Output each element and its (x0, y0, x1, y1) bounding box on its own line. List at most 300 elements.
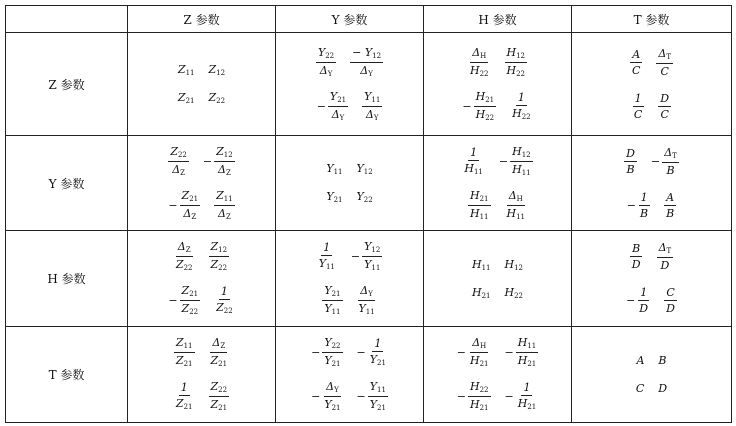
matrix-entry (168, 146, 189, 177)
matrix-row (472, 254, 523, 276)
matrix-entry: $H_{22}$ (504, 285, 524, 300)
matrix (128, 334, 275, 416)
matrix-cell (424, 231, 572, 327)
matrix-entry (322, 285, 342, 316)
denominator: $Y_{21}$ (369, 353, 386, 367)
fraction (505, 47, 528, 78)
denominator: $Z_{21}$ (175, 354, 193, 368)
fraction (505, 190, 528, 221)
matrix-row (326, 186, 372, 208)
matrix-row (326, 158, 372, 180)
numerator: $H_{12}$ (505, 47, 528, 63)
fraction (214, 190, 235, 221)
header-col-z: Z 参数 (128, 6, 276, 33)
fraction (632, 93, 644, 120)
matrix-row (316, 43, 383, 81)
numerator: $\Delta_H$ (470, 337, 488, 353)
row-label: Y 参数 (6, 136, 128, 231)
matrix-row (322, 282, 376, 320)
matrix-cell (128, 33, 276, 136)
fraction (658, 93, 671, 120)
matrix-row (174, 238, 229, 276)
matrix (572, 142, 731, 224)
fraction (657, 242, 674, 271)
matrix-entry: $Y_{21}$ (326, 190, 343, 204)
fraction (316, 47, 336, 78)
numerator: C (666, 286, 675, 299)
minus-sign: − (462, 99, 472, 113)
denominator: C (631, 63, 641, 77)
fraction (630, 243, 643, 270)
matrix-entry: $Y_{11}$ (326, 162, 343, 176)
matrix-entry (468, 190, 491, 221)
matrix-row (311, 334, 388, 372)
matrix-entry (505, 382, 539, 411)
matrix-entry (214, 286, 235, 315)
fraction (174, 382, 195, 411)
matrix (276, 158, 423, 208)
header-corner (6, 6, 128, 33)
table-row (6, 33, 732, 136)
denominator: $\Delta_Z$ (217, 206, 231, 221)
matrix-entry (505, 190, 528, 221)
matrix-entry (624, 148, 637, 175)
numerator: A (632, 47, 641, 61)
matrix-entry: $H_{21}$ (471, 285, 491, 300)
matrix-entry (174, 382, 195, 411)
table-row (6, 231, 732, 327)
numerator: $\Delta_T$ (662, 147, 679, 163)
matrix-row (630, 238, 673, 276)
matrix-row (627, 186, 676, 224)
numerator: $H_{21}$ (474, 91, 497, 107)
fraction (322, 337, 342, 368)
fraction (180, 285, 201, 316)
fraction (214, 146, 235, 177)
matrix-entry (362, 91, 382, 122)
denominator: $Z_{21}$ (210, 354, 228, 368)
fraction (368, 338, 388, 367)
matrix-row (317, 238, 383, 276)
fraction (180, 190, 201, 221)
denominator: D (631, 258, 641, 271)
matrix-entry (174, 337, 195, 368)
matrix-entry (214, 190, 235, 221)
denominator: C (633, 107, 643, 121)
fraction (510, 146, 533, 177)
denominator: B (626, 162, 635, 176)
numerator: $Z_{22}$ (209, 381, 230, 397)
denominator: $\Delta_Y$ (331, 107, 345, 122)
matrix-entry (168, 190, 200, 221)
matrix-row (174, 334, 229, 372)
fraction (656, 48, 673, 77)
fraction (468, 381, 491, 412)
denominator: $Z_{21}$ (210, 398, 228, 412)
numerator: 1 (180, 381, 188, 394)
fraction (468, 47, 491, 78)
matrix-entry (626, 287, 650, 314)
numerator: $Y_{21}$ (328, 91, 348, 107)
matrix-row (168, 142, 234, 180)
numerator: $Z_{21}$ (180, 190, 201, 206)
matrix-cell (276, 136, 424, 231)
numerator: $Z_{11}$ (174, 337, 195, 353)
matrix-row (311, 378, 388, 416)
numerator: 1 (640, 286, 648, 299)
matrix-row (178, 59, 225, 81)
minus-sign: − (456, 346, 466, 359)
matrix-entry (658, 93, 671, 120)
denominator: $Y_{21}$ (369, 398, 386, 412)
denominator: $Z_{22}$ (216, 301, 233, 315)
matrix-entry (651, 147, 679, 176)
matrix-row (630, 43, 673, 81)
denominator: C (660, 64, 669, 78)
fraction (624, 148, 637, 175)
matrix-cell (276, 327, 424, 423)
numerator: A (666, 190, 675, 204)
matrix-entry (357, 338, 388, 367)
numerator: $H_{12}$ (510, 146, 533, 162)
denominator: $H_{21}$ (469, 354, 489, 368)
matrix-entry (462, 147, 485, 176)
numerator: $Z_{12}$ (214, 146, 235, 162)
matrix-cell (128, 327, 276, 423)
numerator: $Z_{12}$ (209, 241, 230, 257)
denominator: $H_{22}$ (475, 107, 495, 122)
numerator: D (626, 146, 635, 160)
matrix-row (317, 87, 383, 125)
header-col-y: Y 参数 (276, 6, 424, 33)
matrix (128, 59, 275, 109)
matrix-entry: $Y_{22}$ (356, 190, 373, 204)
fraction (516, 337, 539, 368)
numerator: $Z_{21}$ (180, 285, 201, 301)
matrix-row (462, 87, 532, 125)
matrix-row (168, 186, 234, 224)
matrix-row (472, 282, 523, 304)
matrix-entry (357, 381, 388, 412)
matrix (128, 142, 275, 224)
matrix-entry (350, 47, 383, 78)
matrix-entry: $Y_{12}$ (356, 162, 373, 176)
matrix-cell (424, 136, 572, 231)
matrix-entry (505, 337, 539, 368)
matrix-row (462, 142, 532, 180)
matrix-entry (351, 241, 382, 272)
fraction (209, 241, 230, 272)
matrix-cell (128, 231, 276, 327)
matrix (276, 334, 423, 416)
denominator: $Y_{21}$ (324, 398, 341, 412)
minus-sign: − (168, 294, 178, 307)
matrix-cell (572, 231, 732, 327)
matrix-entry (499, 146, 533, 177)
matrix (424, 142, 571, 224)
denominator: $Z_{22}$ (175, 258, 193, 272)
numerator: − $Y_{12}$ (350, 47, 383, 63)
parameter-conversion-table (5, 5, 732, 423)
numerator: $Y_{11}$ (368, 381, 388, 397)
matrix-entry (209, 337, 230, 368)
numerator: $Z_{22}$ (168, 146, 189, 162)
minus-sign: − (504, 390, 514, 403)
matrix-entry (209, 241, 230, 272)
matrix-entry (457, 337, 491, 368)
matrix-row (468, 43, 527, 81)
matrix-entry (311, 381, 342, 412)
fraction (368, 381, 388, 412)
denominator: $H_{11}$ (469, 206, 489, 221)
matrix-entry (311, 337, 342, 368)
fraction (468, 190, 491, 221)
numerator: $H_{11}$ (516, 337, 539, 353)
matrix-row (626, 282, 677, 320)
denominator: B (640, 206, 649, 220)
matrix-entry (357, 285, 377, 316)
denominator: $\Delta_Z$ (172, 162, 186, 177)
row-label: H 参数 (6, 231, 128, 327)
matrix-row (174, 378, 229, 416)
matrix-cell (128, 136, 276, 231)
denominator: $H_{22}$ (469, 63, 489, 78)
fraction (357, 285, 377, 316)
minus-sign: − (202, 154, 213, 168)
matrix-entry (316, 47, 336, 78)
minus-sign: − (168, 198, 178, 212)
minus-sign: − (626, 294, 636, 307)
matrix (424, 43, 571, 125)
numerator: B (632, 242, 641, 255)
denominator: $Z_{22}$ (210, 258, 228, 272)
fraction (468, 337, 491, 368)
denominator: $H_{21}$ (469, 398, 489, 412)
numerator: $\Delta_Z$ (210, 337, 227, 353)
fraction (474, 91, 497, 122)
matrix-cell (572, 136, 732, 231)
matrix-entry (664, 287, 677, 314)
header-col-t: T 参数 (572, 6, 732, 33)
fraction (317, 242, 337, 271)
matrix-cell (276, 231, 424, 327)
matrix (424, 254, 571, 304)
matrix-entry (317, 91, 348, 122)
denominator: $H_{11}$ (464, 161, 483, 176)
matrix-row (457, 378, 538, 416)
denominator: $Z_{22}$ (181, 302, 199, 316)
numerator: 1 (374, 337, 382, 350)
minus-sign: − (356, 390, 366, 403)
fraction (662, 147, 679, 176)
minus-sign: − (456, 390, 466, 403)
matrix-entry (462, 91, 496, 122)
matrix-entry (317, 242, 337, 271)
matrix (424, 334, 571, 416)
matrix-cell (424, 327, 572, 423)
minus-sign: − (498, 154, 509, 168)
matrix (572, 43, 731, 125)
minus-sign: − (356, 346, 366, 359)
table-row (6, 327, 732, 423)
matrix-entry (630, 49, 642, 76)
matrix-cell (572, 33, 732, 136)
fraction (630, 49, 642, 76)
minus-sign: − (626, 198, 637, 212)
matrix-entry (627, 192, 650, 219)
numerator: $H_{22}$ (468, 381, 491, 397)
matrix-cell (572, 327, 732, 423)
denominator: B (666, 206, 675, 220)
fraction (638, 192, 650, 219)
denominator: $\Delta_Z$ (183, 206, 197, 221)
denominator: $Y_{11}$ (324, 302, 341, 316)
denominator: $Y_{11}$ (364, 258, 381, 272)
denominator: B (666, 163, 675, 177)
matrix-entry (657, 242, 674, 271)
numerator: $\Delta_H$ (507, 190, 525, 206)
numerator: $Y_{11}$ (362, 91, 382, 107)
matrix-entry: D (658, 382, 668, 395)
numerator: $H_{21}$ (468, 190, 491, 206)
matrix-row (457, 334, 538, 372)
matrix-entry: $Z_{22}$ (208, 91, 226, 105)
fraction (516, 382, 539, 411)
numerator: $Y_{21}$ (322, 285, 342, 301)
matrix-entry: $H_{11}$ (471, 257, 491, 272)
numerator: $\Delta_Z$ (176, 241, 193, 257)
matrix-row (178, 87, 225, 109)
matrix-entry (209, 381, 230, 412)
minus-sign: − (650, 154, 661, 168)
table-row (6, 136, 732, 231)
numerator: $\Delta_Y$ (324, 381, 341, 397)
matrix-entry: C (635, 382, 645, 395)
matrix-row (624, 142, 679, 180)
header-row (6, 6, 732, 33)
matrix-cell (276, 33, 424, 136)
matrix-row (636, 350, 666, 372)
matrix-row (636, 378, 667, 400)
fraction (322, 381, 342, 412)
matrix-entry (510, 92, 533, 121)
matrix-entry (457, 381, 491, 412)
matrix-entry (664, 192, 676, 219)
minus-sign: − (316, 99, 326, 113)
numerator: $\Delta_T$ (656, 48, 673, 64)
fraction (209, 337, 230, 368)
numerator: 1 (523, 381, 531, 394)
matrix-cell (424, 33, 572, 136)
matrix-entry (168, 285, 200, 316)
denominator: $H_{22}$ (512, 106, 531, 121)
denominator: $H_{11}$ (512, 162, 531, 177)
numerator: 1 (323, 241, 331, 254)
matrix-entry (203, 146, 235, 177)
fraction (174, 337, 195, 368)
fraction (350, 47, 383, 78)
denominator: $\Delta_Y$ (319, 63, 333, 78)
fraction (209, 381, 230, 412)
denominator: $H_{22}$ (506, 63, 526, 78)
minus-sign: − (504, 346, 514, 359)
fraction (362, 91, 382, 122)
numerator: 1 (470, 145, 478, 159)
numerator: 1 (640, 190, 648, 204)
header-col-h: H 参数 (424, 6, 572, 33)
matrix-row (632, 87, 671, 125)
denominator: D (660, 259, 670, 272)
minus-sign: − (311, 346, 321, 359)
numerator: 1 (517, 90, 525, 104)
matrix (572, 350, 731, 400)
denominator: D (666, 302, 675, 315)
matrix-entry (630, 243, 643, 270)
numerator: $Y_{22}$ (322, 337, 342, 353)
matrix-entry (174, 241, 195, 272)
matrix-entry: $Z_{21}$ (177, 91, 195, 105)
denominator: $H_{21}$ (517, 354, 537, 368)
numerator: 1 (634, 91, 642, 105)
fraction (214, 286, 235, 315)
fraction (462, 147, 485, 176)
matrix (276, 238, 423, 320)
denominator: C (660, 107, 669, 121)
denominator: $\Delta_Z$ (217, 162, 231, 177)
numerator: $Y_{22}$ (316, 47, 336, 63)
denominator: $Z_{21}$ (175, 397, 193, 411)
numerator: $\Delta_Y$ (358, 285, 375, 301)
denominator: $Y_{21}$ (324, 354, 341, 368)
numerator: $Y_{12}$ (362, 241, 382, 257)
matrix (128, 238, 275, 320)
numerator: $\Delta_H$ (470, 47, 488, 63)
matrix (276, 43, 423, 125)
minus-sign: − (350, 250, 361, 263)
fraction (168, 146, 189, 177)
matrix-row (168, 282, 234, 320)
fraction (664, 192, 676, 219)
fraction (510, 92, 533, 121)
matrix-entry: $H_{12}$ (504, 257, 524, 272)
matrix-entry: $Z_{11}$ (177, 63, 195, 77)
matrix-entry (505, 47, 528, 78)
fraction (322, 285, 342, 316)
denominator: $H_{21}$ (517, 397, 537, 411)
matrix (572, 238, 731, 320)
matrix-entry: $Z_{12}$ (208, 63, 226, 77)
matrix-entry (468, 47, 491, 78)
numerator: 1 (220, 285, 228, 298)
denominator: $Y_{11}$ (318, 257, 335, 271)
denominator: $Y_{11}$ (358, 302, 375, 316)
fraction (174, 241, 195, 272)
denominator: $H_{11}$ (506, 206, 526, 221)
matrix-entry (656, 48, 673, 77)
denominator: $\Delta_Y$ (365, 107, 379, 122)
fraction (362, 241, 382, 272)
fraction (328, 91, 348, 122)
numerator: D (660, 91, 670, 105)
fraction (664, 287, 677, 314)
matrix-entry (632, 93, 644, 120)
row-label: Z 参数 (6, 33, 128, 136)
minus-sign: − (311, 390, 321, 403)
denominator: $\Delta_Y$ (360, 63, 373, 78)
matrix-entry: A (636, 354, 645, 367)
fraction (637, 287, 650, 314)
denominator: D (639, 302, 649, 315)
